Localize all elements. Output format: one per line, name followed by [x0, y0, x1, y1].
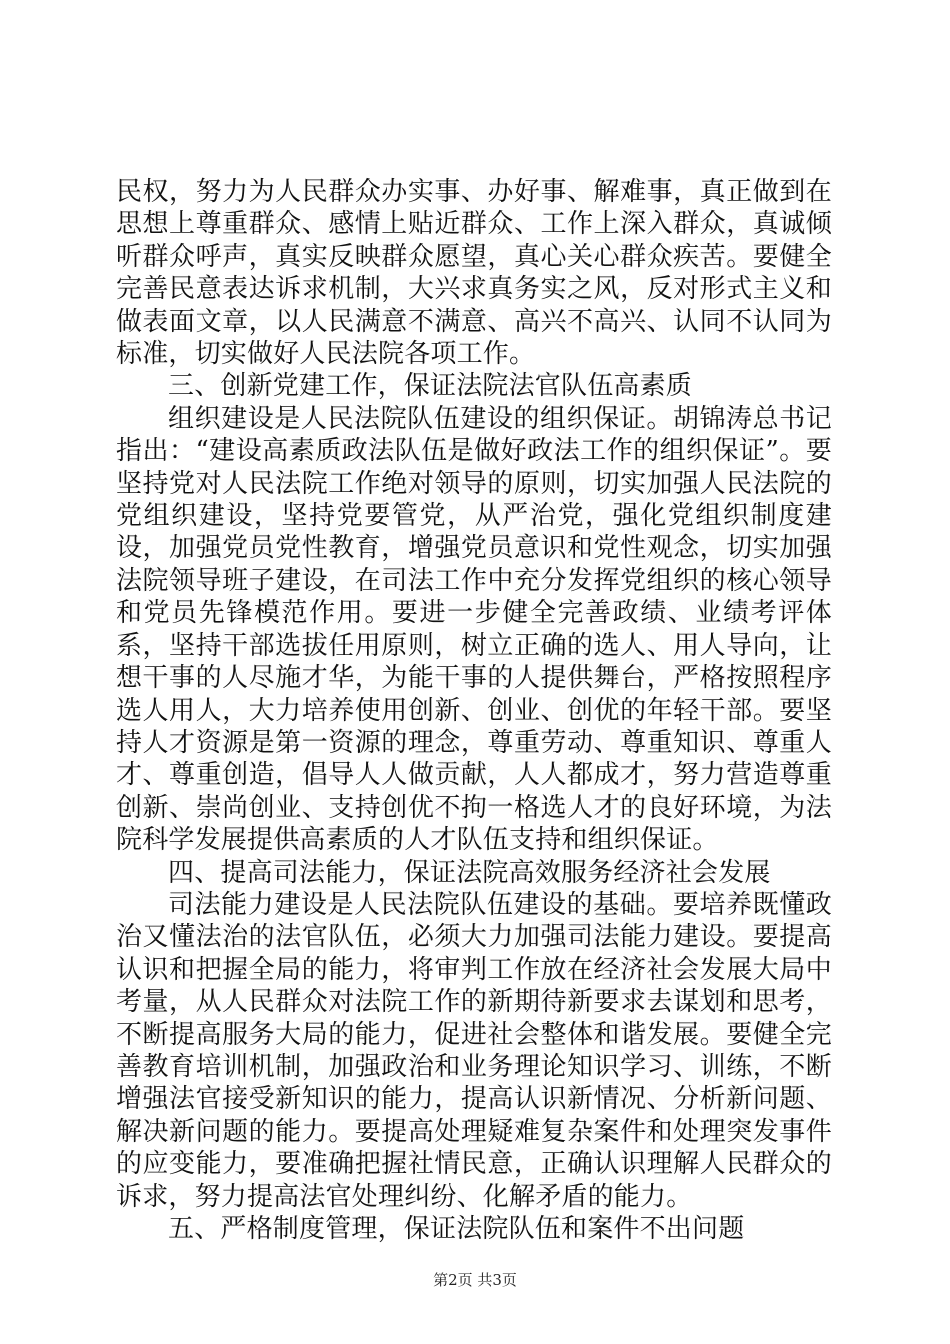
- section-heading-3: 三、创新党建工作，保证法院法官队伍高素质: [168, 371, 693, 402]
- section-heading-4: 四、提高司法能力，保证法院高效服务经济社会发展: [168, 857, 771, 888]
- document-body: [116, 176, 832, 1245]
- paragraph-continuation: 民权，努力为人民群众办实事、办好事、解难事，真正做到在思想上尊重群众、感情上贴近群众、工作上深入群众，真诚倾听群众呼声，真实反映群众愿望，真心关心群众疾苦。要健全完善民意表达诉求机制，大兴求真务实之风，反对形式主义和做表面文章，以人民满意不满意、高兴不高兴、认同不认同为标准，切实做好人民法院各项工作。: [116, 177, 832, 370]
- section-heading-5: 五、严格制度管理，保证法院队伍和案件不出问题: [168, 1214, 745, 1244]
- paragraph-organization: 组织建设是人民法院队伍建设的组织保证。胡锦涛总书记指出：“建设高素质政法队伍是做好政法工作的组织保证”。要坚持党对人民法院工作绝对领导的原则，切实加强人民法院的党组织建设，坚持党要管党，从严治党，强化党组织制度建设，加强党员党性教育，增强党员意识和党性观念，切实加强法院领导班子建设，在司法工作中充分发挥党组织的核心领导和党员先锋模范作用。要进一步健全完善政绩、业绩考评体系，坚持干部选拔任用原则，树立正确的选人、用人导向，让想干事的人尽施才华，为能干事的人提供舞台，严格按照程序选人用人，大力培养使用创新、创业、创优的年轻干部。要坚持人才资源是第一资源的理念，尊重劳动、尊重知识、尊重人才、尊重创造，倡导人人做贡献，人人都成才，努力营造尊重创新、崇尚创业、支持创优不拘一格选人才的良好环境，为法院科学发展提供高素质的人才队伍支持和组织保证。: [116, 403, 832, 856]
- paragraph-judicial-capacity: 司法能力建设是人民法院队伍建设的基础。要培养既懂政治又懂法治的法官队伍，必须大力加强司法能力建设。要提高认识和把握全局的能力，将审判工作放在经济社会发展大局中考量，从人民群众对法院工作的新期待新要求去谋划和思考，不断提高服务大局的能力，促进社会整体和谐发展。要健全完善教育培训机制，加强政治和业务理论知识学习、训练，不断增强法官接受新知识的能力，提高认识新情况、分析新问题、解决新问题的能力。要提高处理疑难复杂案件和处理突发事件的应变能力，要准确把握社情民意，正确认识理解人民群众的诉求，努力提高法官处理纠纷、化解矛盾的能力。: [116, 889, 832, 1212]
- page-footer: 第2页 共3页: [433, 1271, 517, 1289]
